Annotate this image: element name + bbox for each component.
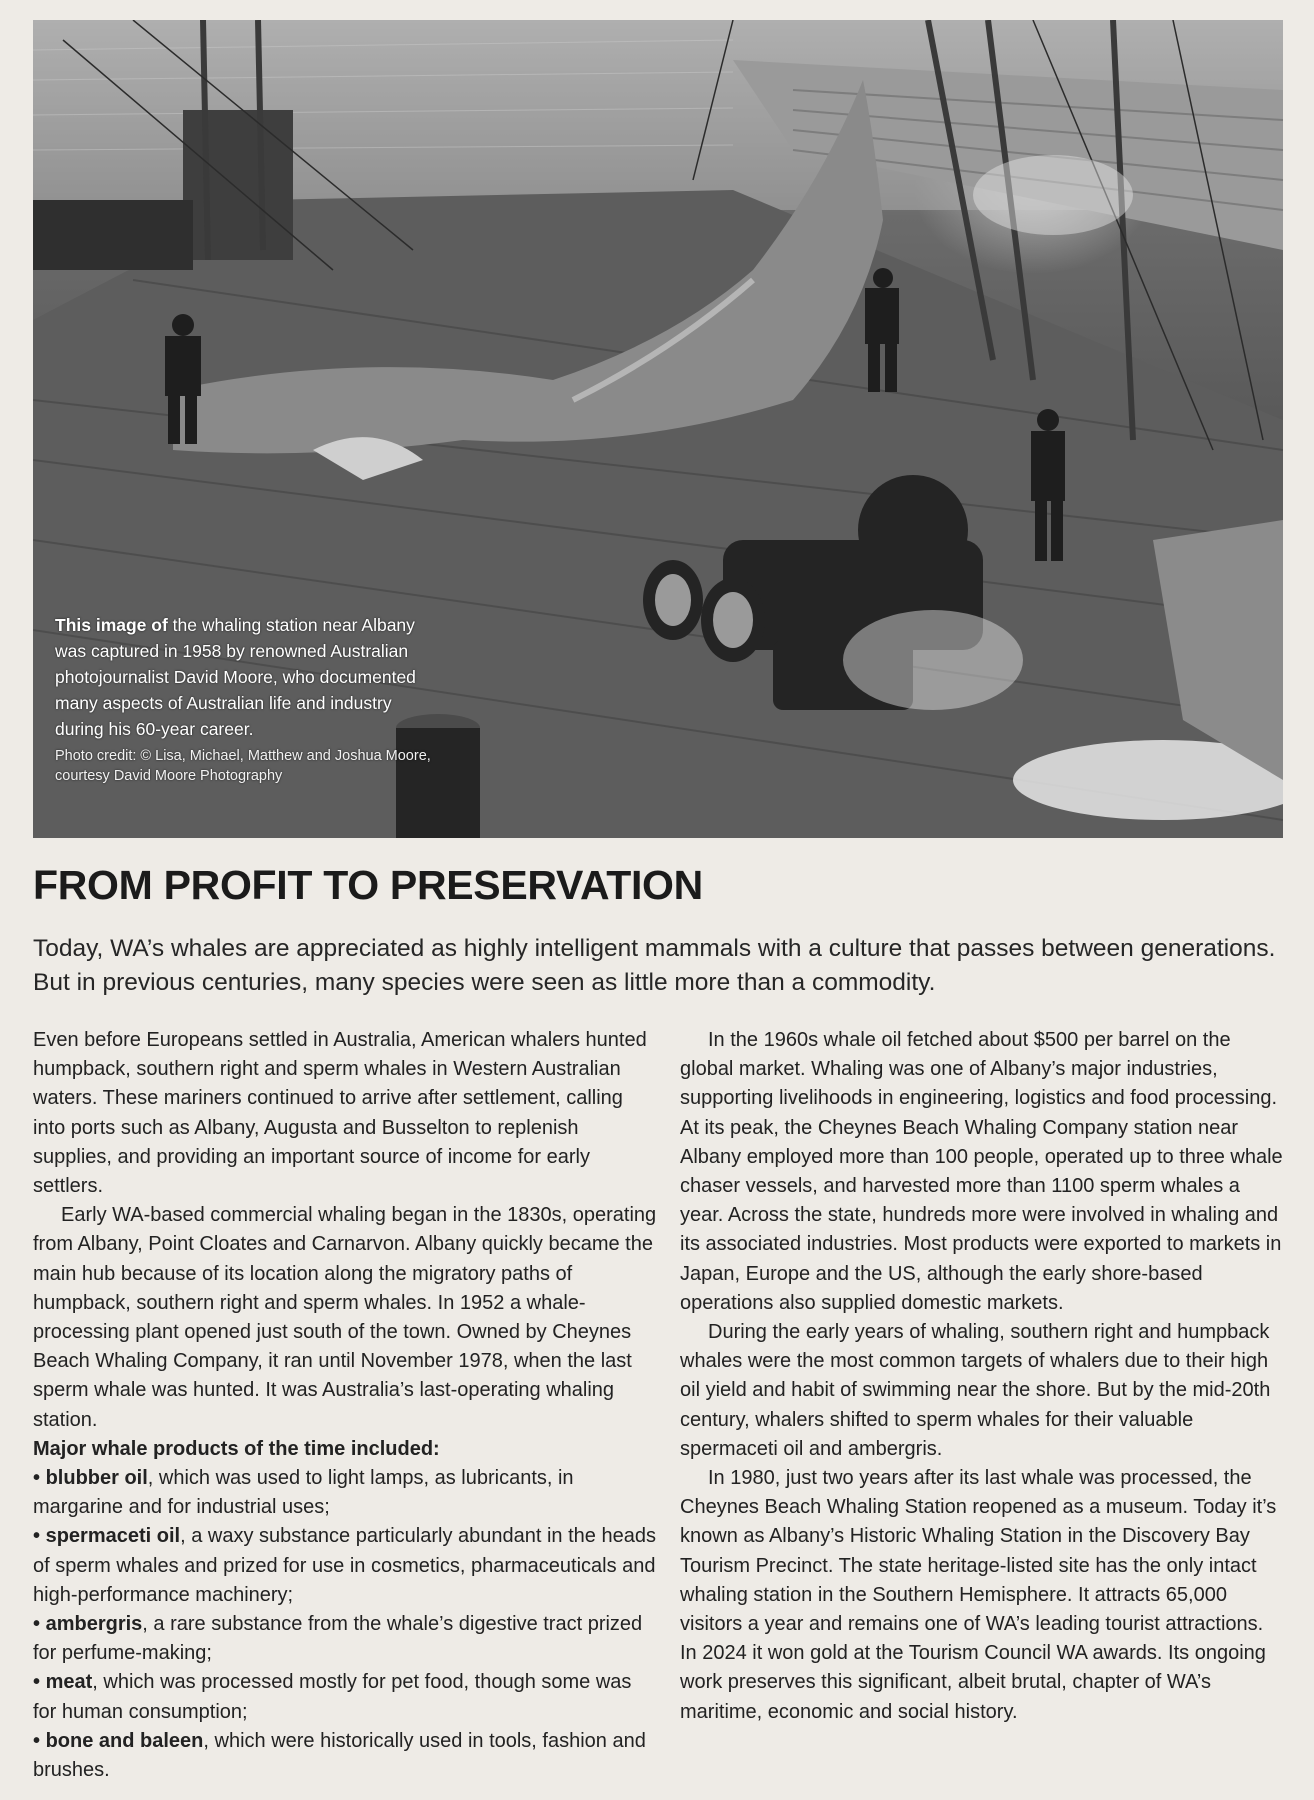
right-column xyxy=(680,1026,1283,1727)
body-paragraph: Even before Europeans settled in Australia, American whalers hunted humpback, southern right and sperm whales in Western Australian waters. These mariners continued to arrive after settlement, calling into ports such as Albany, Augusta and Busselton to replenish supplies, and providing an important source of income for early settlers. xyxy=(33,1029,647,1198)
product-term: ambergris xyxy=(45,1613,143,1636)
product-term: bone and baleen xyxy=(45,1729,204,1752)
caption-text xyxy=(55,612,440,742)
body-paragraph: In 1980, just two years after its last whale was processed, the Cheynes Beach Whaling Station reopened as a museum. Today it’s known as Albany’s Historic Whaling Station in the Discovery Bay Tourism Precinct. The state heritage-listed site has the only intact whaling station in the Southern Hemisphere. It attracts 65,000 visitors a year and remains one of WA’s leading tourist attractions. In 2024 it won gold at the Tourism Council WA awards. Its ongoing work preserves this significant, albeit brutal, chapter of WA’s maritime, economic and social history. xyxy=(680,1467,1277,1723)
body-paragraph: In the 1960s whale oil fetched about $500 per barrel on the global market. Whaling was one of Albany’s major industries, supporting livelihoods in engineering, logistics and food processing. At its peak, the Cheynes Beach Whaling Company station near Albany employed more than 100 people, operated up to three whale chaser vessels, and harvested more than 1100 sperm whales a year. Across the state, hundreds more were involved in whaling and its associated industries. Most products were exported to markets in Japan, Europe and the US, although the early shore-based operations also supplied domestic markets. xyxy=(680,1029,1283,1314)
product-desc: , which was processed mostly for pet food, though some was for human consumption; xyxy=(33,1671,632,1723)
product-desc: , which were historically used in tools, fashion and brushes. xyxy=(33,1729,646,1782)
product-item xyxy=(33,1727,658,1785)
body-paragraph: Early WA-based commercial whaling began in the 1830s, operating from Albany, Point Cloates and Carnarvon. Albany quickly became the main hub because of its location along the migratory paths of humpback, southern right and sperm whales. In 1952 a whale-processing plant opened just south of the town. Owned by Cheynes Beach Whaling Company, it ran until November 1978, when the last sperm whale was hunted. It was Australia’s last-operating whaling station. xyxy=(33,1204,657,1431)
products-heading-text: Major whale products of the time included: xyxy=(33,1437,440,1460)
product-desc: , which was used to light lamps, as lubricants, in margarine and for industrial uses; xyxy=(33,1467,574,1519)
bullet-icon: • xyxy=(33,1671,41,1694)
whaling-station-photo xyxy=(33,20,1283,838)
product-term: blubber oil xyxy=(45,1467,148,1490)
bullet-icon: • xyxy=(33,1613,41,1636)
photo-credit: Photo credit: © Lisa, Michael, Matthew and Joshua Moore, courtesy David Moore Photography xyxy=(55,748,431,784)
product-term: spermaceti oil xyxy=(45,1525,181,1548)
bullet-icon: • xyxy=(33,1467,41,1490)
article-headline: FROM PROFIT TO PRESERVATION xyxy=(33,862,703,908)
product-term: meat xyxy=(45,1671,93,1694)
product-item xyxy=(33,1464,658,1522)
product-item xyxy=(33,1668,658,1726)
left-column xyxy=(33,1026,658,1785)
product-item xyxy=(33,1522,658,1610)
caption-lead: This image of xyxy=(55,615,168,635)
photo-caption xyxy=(55,612,440,786)
product-desc: , a waxy substance particularly abundant in the heads of sperm whales and prized for use in cosmetics, pharmaceuticals and high-performance machinery; xyxy=(33,1525,656,1606)
products-heading xyxy=(33,1435,658,1464)
product-desc: , a rare substance from the whale’s digestive tract prized for perfume-making; xyxy=(33,1613,643,1665)
article-standfirst: Today, WA’s whales are appreciated as highly intelligent mammals with a culture that passes between generations. But in previous centuries, many species were seen as little more than a commodity. xyxy=(33,935,1276,996)
product-item xyxy=(33,1610,658,1668)
bullet-icon: • xyxy=(33,1729,41,1752)
bullet-icon: • xyxy=(33,1525,41,1548)
body-paragraph: During the early years of whaling, southern right and humpback whales were the most common targets of whalers due to their high oil yield and habit of swimming near the shore. But by the mid-20th century, whalers shifted to sperm whales for their valuable spermaceti oil and ambergris. xyxy=(680,1321,1271,1460)
caption-body: the whaling station near Albany was captured in 1958 by renowned Australian photojournalist David Moore, who documented many aspects of Australian life and industry during his 60-year career. xyxy=(55,615,416,739)
